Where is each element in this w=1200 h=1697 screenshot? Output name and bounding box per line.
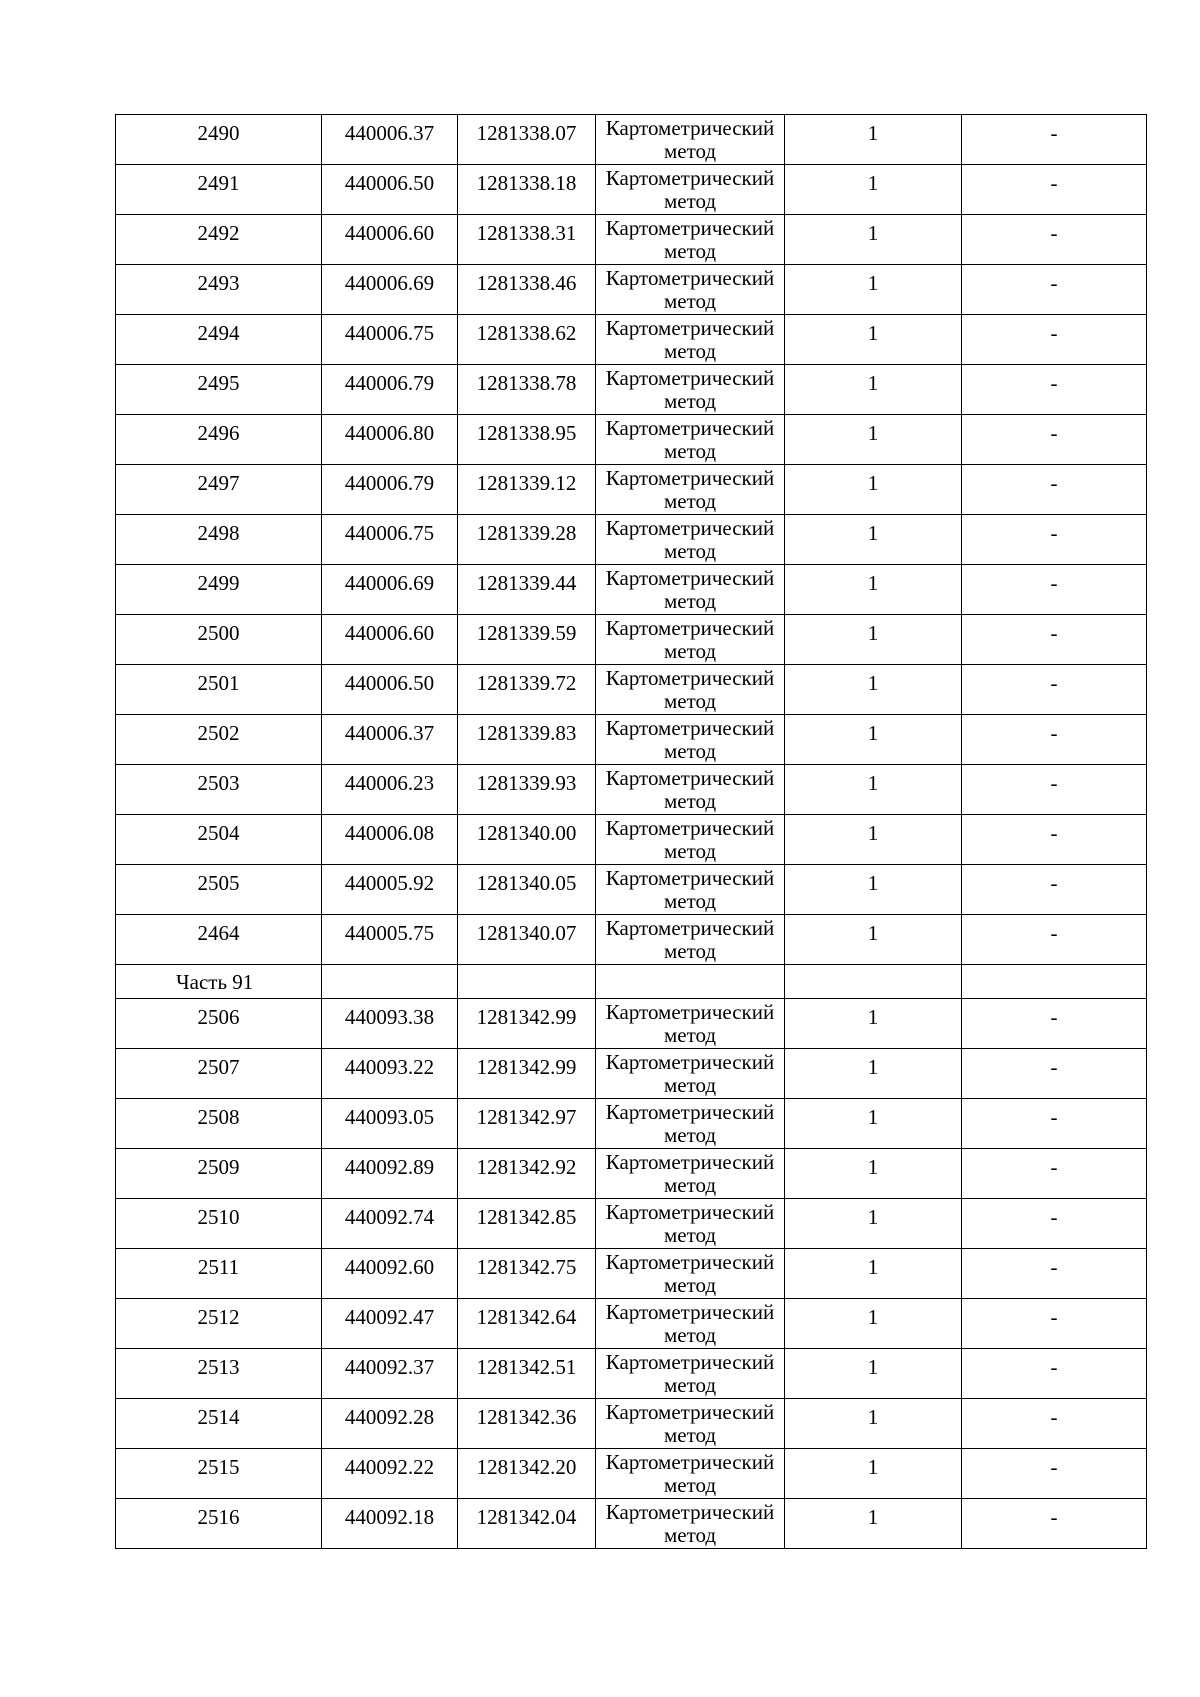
method-cell: Картометрический метод	[596, 1249, 785, 1299]
y-coordinate-cell: 1281342.99	[458, 1049, 596, 1099]
x-coordinate-cell: 440006.75	[322, 315, 458, 365]
empty-cell	[785, 965, 962, 999]
y-coordinate-cell: 1281342.92	[458, 1149, 596, 1199]
table-row	[116, 665, 1147, 715]
point-number-cell: 2514	[116, 1399, 322, 1449]
note-cell: -	[962, 1299, 1147, 1349]
accuracy-cell: 1	[785, 215, 962, 265]
table-row	[116, 265, 1147, 315]
note-cell: -	[962, 365, 1147, 415]
y-coordinate-cell: 1281339.59	[458, 615, 596, 665]
table-row	[116, 115, 1147, 165]
accuracy-cell: 1	[785, 1099, 962, 1149]
accuracy-cell: 1	[785, 665, 962, 715]
method-cell: Картометрический метод	[596, 1449, 785, 1499]
accuracy-cell: 1	[785, 765, 962, 815]
method-cell: Картометрический метод	[596, 1149, 785, 1199]
accuracy-cell: 1	[785, 1449, 962, 1499]
x-coordinate-cell: 440092.22	[322, 1449, 458, 1499]
accuracy-cell: 1	[785, 1049, 962, 1099]
point-number-cell: 2491	[116, 165, 322, 215]
table-row	[116, 1449, 1147, 1499]
point-number-cell: 2501	[116, 665, 322, 715]
point-number-cell: 2494	[116, 315, 322, 365]
note-cell: -	[962, 465, 1147, 515]
y-coordinate-cell: 1281340.07	[458, 915, 596, 965]
accuracy-cell: 1	[785, 365, 962, 415]
accuracy-cell: 1	[785, 1299, 962, 1349]
x-coordinate-cell: 440092.37	[322, 1349, 458, 1399]
x-coordinate-cell: 440006.50	[322, 165, 458, 215]
table-row	[116, 765, 1147, 815]
note-cell: -	[962, 1099, 1147, 1149]
note-cell: -	[962, 565, 1147, 615]
y-coordinate-cell: 1281339.93	[458, 765, 596, 815]
table-row	[116, 165, 1147, 215]
x-coordinate-cell: 440006.75	[322, 515, 458, 565]
point-number-cell: 2503	[116, 765, 322, 815]
method-cell: Картометрический метод	[596, 615, 785, 665]
empty-cell	[458, 965, 596, 999]
method-cell: Картометрический метод	[596, 999, 785, 1049]
accuracy-cell: 1	[785, 1149, 962, 1199]
point-number-cell: 2506	[116, 999, 322, 1049]
accuracy-cell: 1	[785, 1399, 962, 1449]
table-row	[116, 715, 1147, 765]
x-coordinate-cell: 440006.79	[322, 465, 458, 515]
note-cell: -	[962, 265, 1147, 315]
y-coordinate-cell: 1281340.05	[458, 865, 596, 915]
note-cell: -	[962, 1049, 1147, 1099]
y-coordinate-cell: 1281339.28	[458, 515, 596, 565]
accuracy-cell: 1	[785, 1249, 962, 1299]
method-cell: Картометрический метод	[596, 1299, 785, 1349]
x-coordinate-cell: 440006.37	[322, 715, 458, 765]
x-coordinate-cell: 440005.75	[322, 915, 458, 965]
table-row	[116, 999, 1147, 1049]
point-number-cell: 2500	[116, 615, 322, 665]
empty-cell	[596, 965, 785, 999]
method-cell: Картометрический метод	[596, 815, 785, 865]
point-number-cell: 2496	[116, 415, 322, 465]
table-row	[116, 1299, 1147, 1349]
table-row	[116, 565, 1147, 615]
x-coordinate-cell: 440006.08	[322, 815, 458, 865]
point-number-cell: 2490	[116, 115, 322, 165]
method-cell: Картометрический метод	[596, 715, 785, 765]
note-cell: -	[962, 1449, 1147, 1499]
note-cell: -	[962, 1199, 1147, 1249]
point-number-cell: 2502	[116, 715, 322, 765]
point-number-cell: 2508	[116, 1099, 322, 1149]
note-cell: -	[962, 715, 1147, 765]
accuracy-cell: 1	[785, 415, 962, 465]
table-row	[116, 515, 1147, 565]
note-cell: -	[962, 765, 1147, 815]
table-row	[116, 215, 1147, 265]
table-row	[116, 615, 1147, 665]
x-coordinate-cell: 440093.38	[322, 999, 458, 1049]
y-coordinate-cell: 1281338.07	[458, 115, 596, 165]
y-coordinate-cell: 1281342.85	[458, 1199, 596, 1249]
point-number-cell: 2504	[116, 815, 322, 865]
accuracy-cell: 1	[785, 265, 962, 315]
x-coordinate-cell: 440093.05	[322, 1099, 458, 1149]
note-cell: -	[962, 1249, 1147, 1299]
x-coordinate-cell: 440092.89	[322, 1149, 458, 1199]
note-cell: -	[962, 999, 1147, 1049]
method-cell: Картометрический метод	[596, 1349, 785, 1399]
point-number-cell: 2505	[116, 865, 322, 915]
accuracy-cell: 1	[785, 465, 962, 515]
y-coordinate-cell: 1281342.97	[458, 1099, 596, 1149]
method-cell: Картометрический метод	[596, 165, 785, 215]
table-row	[116, 1249, 1147, 1299]
point-number-cell: 2498	[116, 515, 322, 565]
y-coordinate-cell: 1281342.51	[458, 1349, 596, 1399]
note-cell: -	[962, 1149, 1147, 1199]
y-coordinate-cell: 1281338.18	[458, 165, 596, 215]
note-cell: -	[962, 865, 1147, 915]
x-coordinate-cell: 440006.60	[322, 215, 458, 265]
y-coordinate-cell: 1281338.95	[458, 415, 596, 465]
note-cell: -	[962, 1399, 1147, 1449]
note-cell: -	[962, 115, 1147, 165]
x-coordinate-cell: 440092.47	[322, 1299, 458, 1349]
accuracy-cell: 1	[785, 565, 962, 615]
table-row	[116, 915, 1147, 965]
table-row	[116, 815, 1147, 865]
accuracy-cell: 1	[785, 115, 962, 165]
method-cell: Картометрический метод	[596, 515, 785, 565]
accuracy-cell: 1	[785, 715, 962, 765]
accuracy-cell: 1	[785, 1349, 962, 1399]
coordinates-table-body	[116, 115, 1147, 1549]
point-number-cell: 2492	[116, 215, 322, 265]
accuracy-cell: 1	[785, 815, 962, 865]
accuracy-cell: 1	[785, 1499, 962, 1549]
method-cell: Картометрический метод	[596, 465, 785, 515]
point-number-cell: 2515	[116, 1449, 322, 1499]
x-coordinate-cell: 440006.50	[322, 665, 458, 715]
note-cell: -	[962, 415, 1147, 465]
x-coordinate-cell: 440006.69	[322, 265, 458, 315]
method-cell: Картометрический метод	[596, 915, 785, 965]
note-cell: -	[962, 665, 1147, 715]
note-cell: -	[962, 615, 1147, 665]
document-page	[115, 114, 1147, 1549]
note-cell: -	[962, 215, 1147, 265]
point-number-cell: 2511	[116, 1249, 322, 1299]
point-number-cell: 2512	[116, 1299, 322, 1349]
y-coordinate-cell: 1281339.72	[458, 665, 596, 715]
accuracy-cell: 1	[785, 915, 962, 965]
x-coordinate-cell: 440006.79	[322, 365, 458, 415]
accuracy-cell: 1	[785, 615, 962, 665]
section-header-row	[116, 965, 1147, 999]
method-cell: Картометрический метод	[596, 1399, 785, 1449]
method-cell: Картометрический метод	[596, 765, 785, 815]
accuracy-cell: 1	[785, 1199, 962, 1249]
accuracy-cell: 1	[785, 865, 962, 915]
y-coordinate-cell: 1281338.31	[458, 215, 596, 265]
point-number-cell: 2493	[116, 265, 322, 315]
method-cell: Картометрический метод	[596, 1049, 785, 1099]
note-cell: -	[962, 815, 1147, 865]
method-cell: Картометрический метод	[596, 665, 785, 715]
table-row	[116, 1399, 1147, 1449]
accuracy-cell: 1	[785, 315, 962, 365]
y-coordinate-cell: 1281339.83	[458, 715, 596, 765]
method-cell: Картометрический метод	[596, 315, 785, 365]
x-coordinate-cell: 440006.23	[322, 765, 458, 815]
note-cell: -	[962, 1349, 1147, 1399]
method-cell: Картометрический метод	[596, 265, 785, 315]
note-cell: -	[962, 165, 1147, 215]
y-coordinate-cell: 1281339.44	[458, 565, 596, 615]
table-row	[116, 1199, 1147, 1249]
point-number-cell: 2499	[116, 565, 322, 615]
y-coordinate-cell: 1281342.36	[458, 1399, 596, 1449]
y-coordinate-cell: 1281338.62	[458, 315, 596, 365]
section-label: Часть 91	[116, 965, 322, 999]
method-cell: Картометрический метод	[596, 365, 785, 415]
y-coordinate-cell: 1281342.20	[458, 1449, 596, 1499]
note-cell: -	[962, 315, 1147, 365]
x-coordinate-cell: 440006.60	[322, 615, 458, 665]
accuracy-cell: 1	[785, 999, 962, 1049]
coordinates-table	[115, 114, 1147, 1549]
method-cell: Картометрический метод	[596, 115, 785, 165]
accuracy-cell: 1	[785, 165, 962, 215]
x-coordinate-cell: 440092.18	[322, 1499, 458, 1549]
y-coordinate-cell: 1281342.75	[458, 1249, 596, 1299]
method-cell: Картометрический метод	[596, 215, 785, 265]
point-number-cell: 2495	[116, 365, 322, 415]
empty-cell	[322, 965, 458, 999]
accuracy-cell: 1	[785, 515, 962, 565]
table-row	[116, 465, 1147, 515]
y-coordinate-cell: 1281339.12	[458, 465, 596, 515]
method-cell: Картометрический метод	[596, 415, 785, 465]
x-coordinate-cell: 440006.37	[322, 115, 458, 165]
x-coordinate-cell: 440092.60	[322, 1249, 458, 1299]
point-number-cell: 2507	[116, 1049, 322, 1099]
table-row	[116, 1049, 1147, 1099]
x-coordinate-cell: 440093.22	[322, 1049, 458, 1099]
x-coordinate-cell: 440092.74	[322, 1199, 458, 1249]
note-cell: -	[962, 515, 1147, 565]
x-coordinate-cell: 440006.80	[322, 415, 458, 465]
x-coordinate-cell: 440005.92	[322, 865, 458, 915]
y-coordinate-cell: 1281342.04	[458, 1499, 596, 1549]
x-coordinate-cell: 440092.28	[322, 1399, 458, 1449]
point-number-cell: 2513	[116, 1349, 322, 1399]
point-number-cell: 2516	[116, 1499, 322, 1549]
point-number-cell: 2509	[116, 1149, 322, 1199]
table-row	[116, 365, 1147, 415]
table-row	[116, 315, 1147, 365]
y-coordinate-cell: 1281342.64	[458, 1299, 596, 1349]
y-coordinate-cell: 1281338.46	[458, 265, 596, 315]
table-row	[116, 415, 1147, 465]
table-row	[116, 1499, 1147, 1549]
table-row	[116, 865, 1147, 915]
note-cell: -	[962, 915, 1147, 965]
method-cell: Картометрический метод	[596, 1099, 785, 1149]
x-coordinate-cell: 440006.69	[322, 565, 458, 615]
point-number-cell: 2497	[116, 465, 322, 515]
method-cell: Картометрический метод	[596, 865, 785, 915]
table-row	[116, 1349, 1147, 1399]
table-row	[116, 1149, 1147, 1199]
y-coordinate-cell: 1281340.00	[458, 815, 596, 865]
method-cell: Картометрический метод	[596, 1499, 785, 1549]
empty-cell	[962, 965, 1147, 999]
y-coordinate-cell: 1281338.78	[458, 365, 596, 415]
table-row	[116, 1099, 1147, 1149]
note-cell: -	[962, 1499, 1147, 1549]
method-cell: Картометрический метод	[596, 1199, 785, 1249]
point-number-cell: 2510	[116, 1199, 322, 1249]
method-cell: Картометрический метод	[596, 565, 785, 615]
y-coordinate-cell: 1281342.99	[458, 999, 596, 1049]
point-number-cell: 2464	[116, 915, 322, 965]
